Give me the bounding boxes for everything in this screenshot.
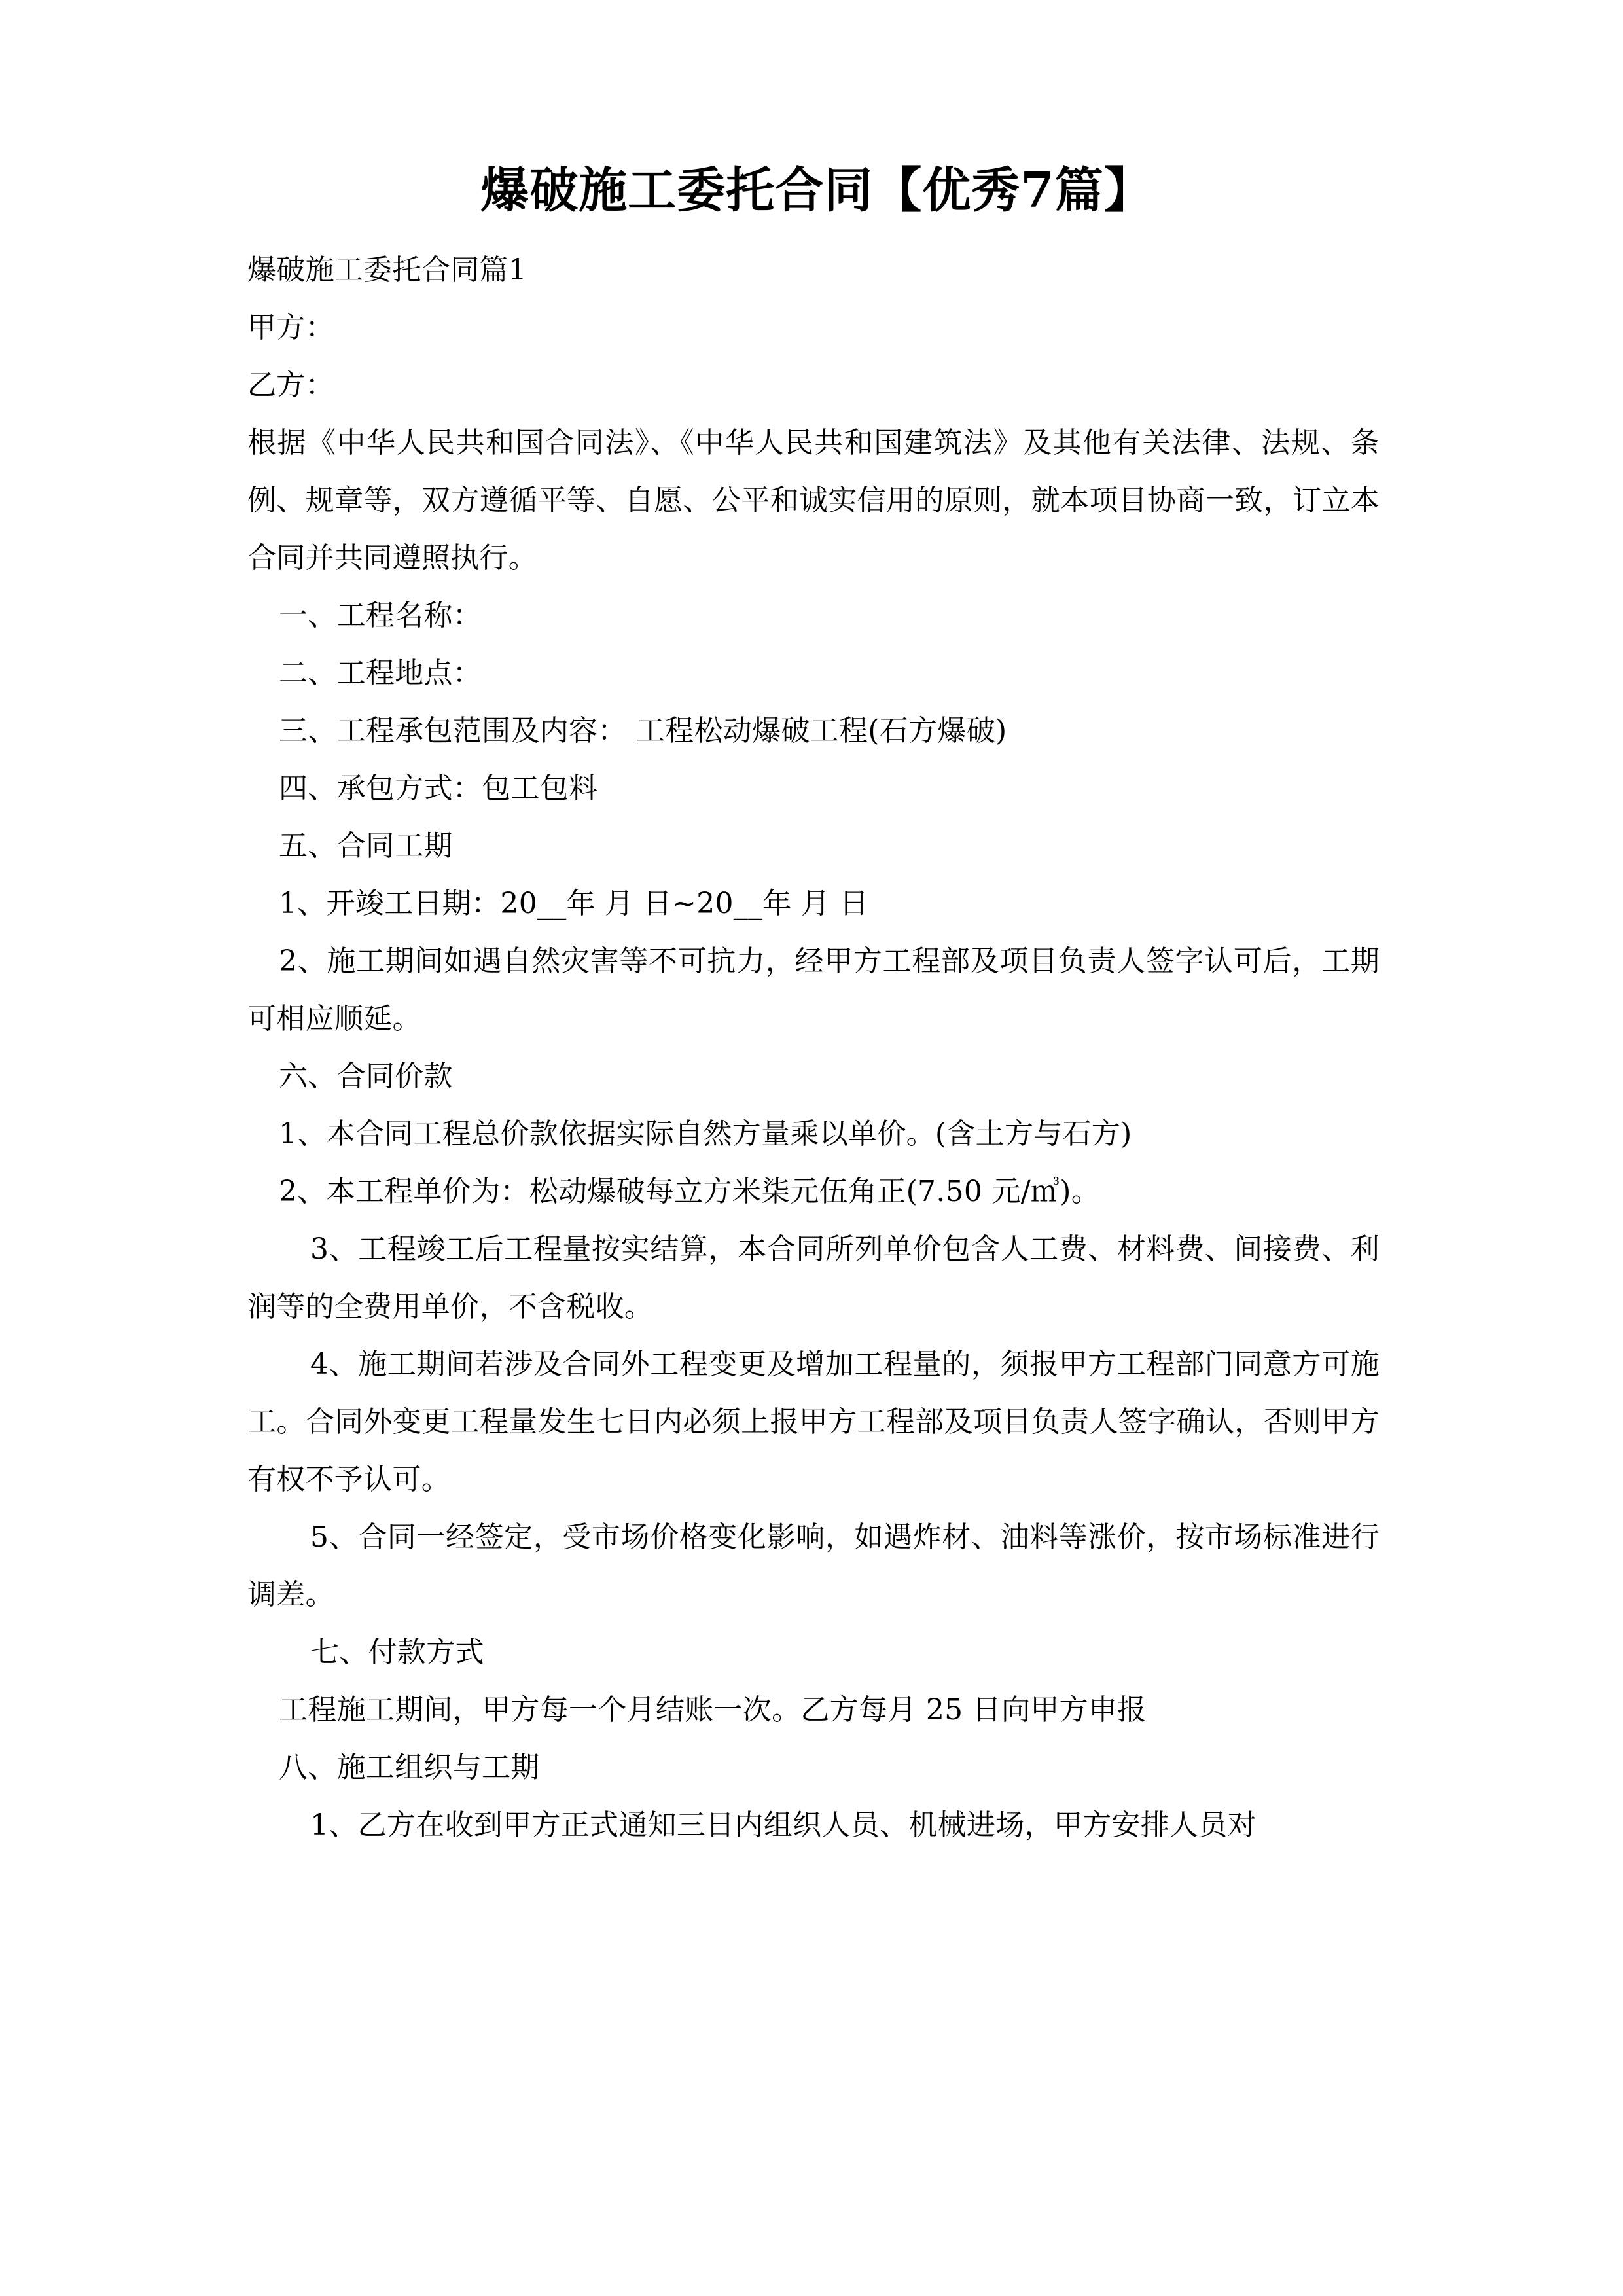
clause-contracting-method: 四、承包方式：包工包料 xyxy=(279,772,598,806)
clause-settlement-on-completion: 3、工程竣工后工程量按实结算，本合同所列单价包含人工费、材料费、间接费、利润等的全费用单价，不含税收。 xyxy=(247,1232,1380,1324)
clause-contract-price: 六、合同价款 xyxy=(279,1060,453,1094)
clause-engineering-location: 二、工程地点： xyxy=(279,656,482,691)
clause-total-price-basis: 1、本合同工程总价款依据实际自然方量乘以单价。(含土方与石方) xyxy=(279,1117,1132,1151)
preamble-paragraph: 根据《中华人民共和国合同法》、《中华人民共和国建筑法》及其他有关法律、法规、条例、规章等，双方遵循平等、自愿、公平和诚实信用的原则，就本项目协商一致，订立本合同并共同遵照执行。 xyxy=(247,426,1380,575)
clause-force-majeure-extension: 2、施工期间如遇自然灾害等不可抗力，经甲方工程部及项目负责人签字认可后，工期可相应顺延。 xyxy=(247,944,1380,1036)
clause-mobilization: 1、乙方在收到甲方正式通知三日内组织人员、机械进场，甲方安排人员对 xyxy=(310,1808,1257,1842)
clause-engineering-name: 一、工程名称： xyxy=(279,599,482,633)
clause-price-adjustment: 5、合同一经签定，受市场价格变化影响，如遇炸材、油料等涨价，按市场标准进行调差。 xyxy=(247,1520,1380,1612)
clause-out-of-contract-changes: 4、施工期间若涉及合同外工程变更及增加工程量的，须报甲方工程部门同意方可施工。合同外变更工程量发生七日内必须上报甲方工程部及项目负责人签字确认，否则甲方有权不予认可。 xyxy=(247,1348,1380,1497)
clause-scope-and-content: 三、工程承包范围及内容： 工程松动爆破工程(石方爆破) xyxy=(279,714,1007,748)
clause-payment-method: 七、付款方式 xyxy=(310,1636,484,1670)
clause-contract-duration: 五、合同工期 xyxy=(279,829,453,863)
clause-start-completion-dates: 1、开竣工日期：20__年 月 日~20__年 月 日 xyxy=(279,887,868,921)
clause-construction-organization: 八、施工组织与工期 xyxy=(279,1751,540,1785)
clause-unit-price: 2、本工程单价为：松动爆破每立方米柒元伍角正(7.50 元/㎥)。 xyxy=(279,1175,1101,1209)
clause-monthly-settlement: 工程施工期间，甲方每一个月结账一次。乙方每月 25 日向甲方申报 xyxy=(279,1693,1147,1727)
party-b-label: 乙方： xyxy=(247,368,334,403)
party-a-label: 甲方： xyxy=(247,311,334,345)
page-title: 爆破施工委托合同【优秀7篇】 xyxy=(480,162,1153,219)
document-content xyxy=(247,162,1380,1854)
document-subtitle: 爆破施工委托合同篇1 xyxy=(247,253,527,287)
